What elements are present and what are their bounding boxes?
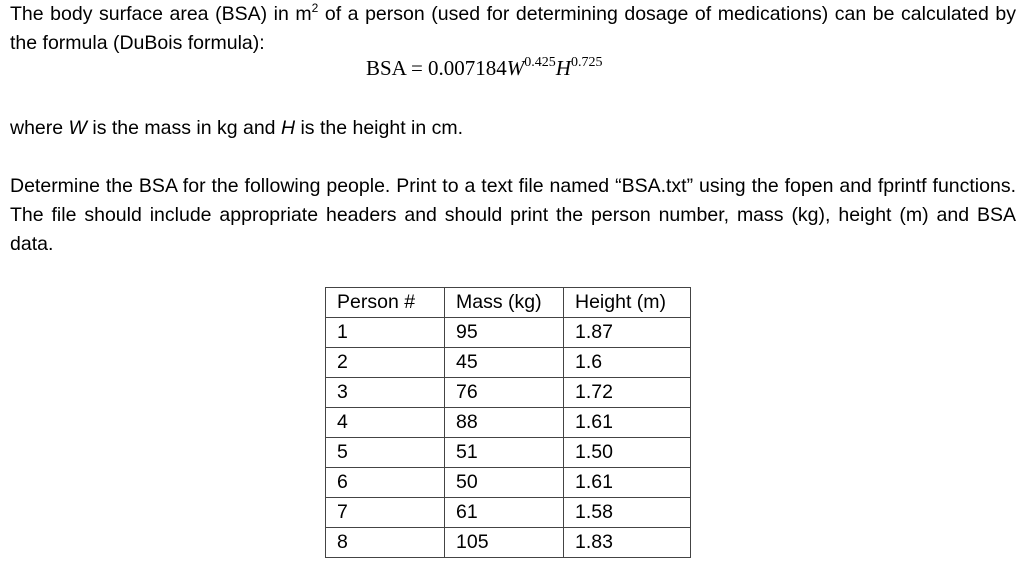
cell-mass: 61: [445, 498, 564, 528]
header-height: Height (m): [564, 288, 691, 318]
cell-person: 2: [326, 348, 445, 378]
cell-mass: 51: [445, 438, 564, 468]
unit-superscript: 2: [311, 1, 319, 15]
cell-mass: 76: [445, 378, 564, 408]
table-row: [326, 378, 691, 408]
formula-exp-w: 0.425: [524, 55, 556, 70]
where-var-w: W: [68, 117, 87, 139]
intro-text-end: of a person (used for determining dosage of medications) can be calculated by the formula (DuBois formula):: [10, 3, 1016, 54]
cell-person: 3: [326, 378, 445, 408]
header-person: Person #: [326, 288, 445, 318]
intro-text-start: The body surface area (BSA) in m: [10, 3, 312, 25]
table-row: [326, 318, 691, 348]
where-text-2: is the mass in kg and: [86, 117, 281, 139]
formula-coefficient: 0.007184: [428, 56, 507, 80]
cell-height: 1.50: [564, 438, 691, 468]
cell-mass: 45: [445, 348, 564, 378]
cell-mass: 95: [445, 318, 564, 348]
formula-var-w: W: [506, 56, 525, 80]
cell-mass: 105: [445, 528, 564, 558]
where-text-3: is the height in cm.: [295, 117, 464, 139]
where-var-h: H: [280, 117, 296, 139]
cell-person: 7: [326, 498, 445, 528]
intro-paragraph: [10, 0, 1016, 58]
cell-person: 6: [326, 468, 445, 498]
cell-mass: 50: [445, 468, 564, 498]
cell-height: 1.58: [564, 498, 691, 528]
cell-person: 4: [326, 408, 445, 438]
formula-exp-h: 0.725: [570, 55, 603, 70]
instructions-paragraph: Determine the BSA for the following people. Print to a text file named “BSA.txt” using the fopen and fprintf functions. The file should include appropriate headers and should print the person number, mass (kg), height (m) and BSA data.: [10, 175, 1016, 255]
cell-person: 1: [326, 318, 445, 348]
table-row: [326, 528, 691, 558]
cell-height: 1.72: [564, 378, 691, 408]
cell-person: 8: [326, 528, 445, 558]
cell-height: 1.61: [564, 408, 691, 438]
bsa-formula: [366, 56, 602, 81]
where-paragraph: [10, 114, 1016, 143]
table-row: [326, 348, 691, 378]
where-text-1: where: [10, 117, 69, 139]
table-row: [326, 498, 691, 528]
formula-lhs: BSA: [366, 56, 406, 80]
cell-height: 1.83: [564, 528, 691, 558]
formula-var-h: H: [555, 56, 571, 80]
table-row: [326, 468, 691, 498]
header-mass: Mass (kg): [445, 288, 564, 318]
cell-height: 1.87: [564, 318, 691, 348]
cell-mass: 88: [445, 408, 564, 438]
cell-height: 1.6: [564, 348, 691, 378]
formula-equals: =: [405, 56, 429, 80]
table-header-row: [326, 288, 691, 318]
cell-person: 5: [326, 438, 445, 468]
table-row: [326, 408, 691, 438]
cell-height: 1.61: [564, 468, 691, 498]
people-table: [325, 287, 691, 558]
table-row: [326, 438, 691, 468]
